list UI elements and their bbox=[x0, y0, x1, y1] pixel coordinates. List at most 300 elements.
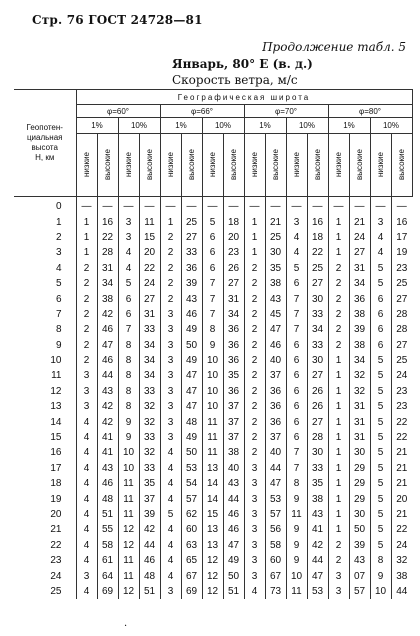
value-cell: 1 bbox=[244, 245, 265, 260]
table-row bbox=[14, 322, 412, 337]
value-cell: 41 bbox=[97, 430, 118, 445]
value-cell: 34 bbox=[97, 276, 118, 291]
value-cell: — bbox=[76, 197, 97, 215]
value-cell: 11 bbox=[139, 214, 160, 229]
value-cell: — bbox=[307, 197, 328, 215]
value-cell: 46 bbox=[97, 353, 118, 368]
value-cell: 1 bbox=[244, 214, 265, 229]
value-cell: 41 bbox=[97, 445, 118, 460]
value-cell: 1 bbox=[328, 430, 349, 445]
value-cell: 37 bbox=[223, 414, 244, 429]
bound-label-header: высокие bbox=[97, 134, 118, 197]
table-row bbox=[14, 568, 412, 583]
value-cell: 2 bbox=[244, 276, 265, 291]
value-cell: 4 bbox=[76, 430, 97, 445]
value-cell: 6 bbox=[286, 430, 307, 445]
table-row bbox=[14, 197, 412, 215]
value-cell: 3 bbox=[244, 538, 265, 553]
bound-label-header: высокие bbox=[307, 134, 328, 197]
value-cell: 34 bbox=[349, 276, 370, 291]
height-cell: 9 bbox=[55, 339, 62, 351]
table-continuation-label: Продолжение табл. 5 bbox=[262, 40, 406, 54]
value-cell: 1 bbox=[328, 507, 349, 522]
value-cell: 47 bbox=[223, 538, 244, 553]
height-cell: 6 bbox=[55, 293, 62, 305]
value-cell: 2 bbox=[160, 276, 181, 291]
value-cell: 2 bbox=[328, 553, 349, 568]
value-cell: 2 bbox=[244, 430, 265, 445]
value-cell: — bbox=[370, 197, 391, 215]
bound-label-header: высокие bbox=[139, 134, 160, 197]
value-cell: 42 bbox=[97, 399, 118, 414]
value-cell: 3 bbox=[328, 584, 349, 599]
value-cell: 34 bbox=[307, 322, 328, 337]
value-cell: 37 bbox=[139, 491, 160, 506]
value-cell: 38 bbox=[307, 491, 328, 506]
value-cell: 22 bbox=[307, 245, 328, 260]
value-cell: 9 bbox=[286, 491, 307, 506]
height-cell: 1 bbox=[55, 216, 62, 228]
value-cell: 11 bbox=[118, 568, 139, 583]
value-cell: 30 bbox=[349, 507, 370, 522]
value-cell: 13 bbox=[202, 461, 223, 476]
month-subtitle: Январь, 80° E (в. д.) bbox=[172, 57, 313, 71]
value-cell: 7 bbox=[202, 276, 223, 291]
value-cell: 2 bbox=[244, 414, 265, 429]
value-cell: 37 bbox=[223, 399, 244, 414]
value-cell: 4 bbox=[118, 261, 139, 276]
value-cell: 6 bbox=[202, 245, 223, 260]
percent-header: 1% bbox=[244, 118, 286, 134]
value-cell: 4 bbox=[160, 461, 181, 476]
table-row bbox=[14, 307, 412, 322]
value-cell: 4 bbox=[370, 245, 391, 260]
value-cell: 43 bbox=[265, 291, 286, 306]
value-cell: 20 bbox=[223, 230, 244, 245]
table-row bbox=[14, 261, 412, 276]
value-cell: 7 bbox=[286, 291, 307, 306]
value-cell: 25 bbox=[307, 261, 328, 276]
value-cell: 9 bbox=[286, 522, 307, 537]
value-cell: 4 bbox=[286, 245, 307, 260]
value-cell: 3 bbox=[118, 230, 139, 245]
value-cell: 36 bbox=[265, 384, 286, 399]
value-cell: 31 bbox=[97, 261, 118, 276]
value-cell: 1 bbox=[76, 230, 97, 245]
value-cell: 5 bbox=[286, 261, 307, 276]
value-cell: 2 bbox=[244, 384, 265, 399]
value-cell: 2 bbox=[244, 338, 265, 353]
value-cell: 3 bbox=[244, 553, 265, 568]
value-cell: 12 bbox=[202, 568, 223, 583]
value-cell: 9 bbox=[370, 568, 391, 583]
value-cell: 4 bbox=[160, 538, 181, 553]
value-cell: 22 bbox=[391, 522, 412, 537]
value-cell: 6 bbox=[202, 230, 223, 245]
value-cell: 2 bbox=[328, 338, 349, 353]
height-cell: 22 bbox=[50, 539, 62, 551]
value-cell: — bbox=[223, 197, 244, 215]
value-cell: 46 bbox=[181, 307, 202, 322]
value-cell: 2 bbox=[244, 291, 265, 306]
value-cell: 38 bbox=[97, 291, 118, 306]
value-cell: 12 bbox=[118, 538, 139, 553]
value-cell: 36 bbox=[181, 261, 202, 276]
value-cell: 16 bbox=[307, 214, 328, 229]
value-cell: 12 bbox=[118, 522, 139, 537]
table-row bbox=[14, 338, 412, 353]
value-cell: 5 bbox=[370, 538, 391, 553]
value-cell: 13 bbox=[202, 538, 223, 553]
value-cell: 34 bbox=[223, 307, 244, 322]
table-row bbox=[14, 522, 412, 537]
value-cell: 36 bbox=[349, 291, 370, 306]
value-cell: 1 bbox=[328, 445, 349, 460]
value-cell: 18 bbox=[223, 214, 244, 229]
value-cell: 29 bbox=[349, 461, 370, 476]
value-cell: 9 bbox=[286, 553, 307, 568]
value-cell: 4 bbox=[76, 445, 97, 460]
height-cell: 2 bbox=[55, 231, 62, 243]
value-cell: 15 bbox=[202, 507, 223, 522]
value-cell: 51 bbox=[97, 507, 118, 522]
value-cell: 23 bbox=[223, 245, 244, 260]
value-cell: 2 bbox=[244, 353, 265, 368]
value-cell: 33 bbox=[181, 245, 202, 260]
value-cell: 1 bbox=[328, 230, 349, 245]
height-cell: 18 bbox=[50, 478, 62, 490]
value-cell: 1 bbox=[76, 214, 97, 229]
value-cell: 27 bbox=[307, 414, 328, 429]
value-cell: 4 bbox=[76, 522, 97, 537]
value-cell: 73 bbox=[265, 584, 286, 599]
wind-speed-subtitle: Скорость ветра, м/с bbox=[172, 73, 298, 87]
value-cell: 5 bbox=[370, 399, 391, 414]
value-cell: 46 bbox=[265, 338, 286, 353]
value-cell: 43 bbox=[181, 291, 202, 306]
value-cell: 24 bbox=[139, 276, 160, 291]
value-cell: 10 bbox=[370, 584, 391, 599]
value-cell: 2 bbox=[76, 322, 97, 337]
height-cell: 14 bbox=[50, 416, 62, 428]
value-cell: 10 bbox=[286, 568, 307, 583]
value-cell: 47 bbox=[307, 568, 328, 583]
value-cell: 29 bbox=[349, 491, 370, 506]
value-cell: 36 bbox=[223, 322, 244, 337]
value-cell: 1 bbox=[160, 214, 181, 229]
table-row bbox=[14, 507, 412, 522]
table-row bbox=[14, 414, 412, 429]
value-cell: 44 bbox=[139, 538, 160, 553]
value-cell: 3 bbox=[160, 584, 181, 599]
value-cell: 8 bbox=[286, 476, 307, 491]
value-cell: 51 bbox=[223, 584, 244, 599]
value-cell: 4 bbox=[76, 414, 97, 429]
value-cell: 34 bbox=[139, 353, 160, 368]
value-cell: 39 bbox=[349, 538, 370, 553]
value-cell: 3 bbox=[286, 214, 307, 229]
value-cell: 26 bbox=[307, 384, 328, 399]
value-cell: 16 bbox=[391, 214, 412, 229]
value-cell: 14 bbox=[202, 491, 223, 506]
value-cell: 48 bbox=[97, 491, 118, 506]
table-row bbox=[14, 291, 412, 306]
percent-header: 1% bbox=[160, 118, 202, 134]
value-cell: 2 bbox=[244, 445, 265, 460]
value-cell: 31 bbox=[349, 261, 370, 276]
percent-header: 10% bbox=[286, 118, 328, 134]
value-cell: 8 bbox=[118, 338, 139, 353]
value-cell: 9 bbox=[286, 538, 307, 553]
value-cell: 53 bbox=[307, 584, 328, 599]
value-cell: 1 bbox=[328, 245, 349, 260]
bound-label-header: низкие bbox=[202, 134, 223, 197]
value-cell: 23 bbox=[391, 399, 412, 414]
value-cell: 42 bbox=[97, 307, 118, 322]
value-cell: 29 bbox=[349, 476, 370, 491]
height-cell: 7 bbox=[55, 308, 62, 320]
value-cell: 10 bbox=[202, 384, 223, 399]
value-cell: 4 bbox=[76, 538, 97, 553]
value-cell: 24 bbox=[349, 230, 370, 245]
value-cell: 41 bbox=[307, 522, 328, 537]
value-cell: 36 bbox=[223, 338, 244, 353]
percent-header: 1% bbox=[76, 118, 118, 134]
value-cell: 36 bbox=[223, 353, 244, 368]
value-cell: 12 bbox=[118, 584, 139, 599]
value-cell: 49 bbox=[181, 430, 202, 445]
value-cell: 44 bbox=[265, 461, 286, 476]
value-cell: 48 bbox=[139, 568, 160, 583]
value-cell: 22 bbox=[391, 414, 412, 429]
value-cell: 2 bbox=[76, 353, 97, 368]
value-cell: 33 bbox=[139, 430, 160, 445]
value-cell: 33 bbox=[307, 338, 328, 353]
value-cell: 38 bbox=[391, 568, 412, 583]
value-cell: 49 bbox=[223, 553, 244, 568]
value-cell: 11 bbox=[118, 507, 139, 522]
value-cell: 6 bbox=[370, 307, 391, 322]
value-cell: 11 bbox=[202, 430, 223, 445]
value-cell: 62 bbox=[181, 507, 202, 522]
value-cell: 3 bbox=[160, 384, 181, 399]
value-cell: 34 bbox=[349, 353, 370, 368]
value-cell: 6 bbox=[286, 368, 307, 383]
value-cell: 11 bbox=[286, 507, 307, 522]
value-cell: 5 bbox=[370, 461, 391, 476]
value-cell: 3 bbox=[76, 399, 97, 414]
value-cell: 23 bbox=[391, 384, 412, 399]
value-cell: 5 bbox=[370, 522, 391, 537]
value-cell: 33 bbox=[307, 307, 328, 322]
height-cell: 25 bbox=[50, 585, 62, 597]
value-cell: 3 bbox=[76, 568, 97, 583]
value-cell: 10 bbox=[118, 445, 139, 460]
value-cell: 61 bbox=[97, 553, 118, 568]
value-cell: 5 bbox=[370, 276, 391, 291]
value-cell: 43 bbox=[97, 461, 118, 476]
value-cell: 3 bbox=[76, 384, 97, 399]
value-cell: 37 bbox=[265, 430, 286, 445]
value-cell: 6 bbox=[286, 384, 307, 399]
value-cell: 5 bbox=[370, 384, 391, 399]
value-cell: 51 bbox=[139, 584, 160, 599]
value-cell: 3 bbox=[244, 461, 265, 476]
height-cell: 10 bbox=[50, 355, 62, 367]
table-row bbox=[14, 445, 412, 460]
value-cell: 2 bbox=[328, 322, 349, 337]
value-cell: 1 bbox=[328, 353, 349, 368]
value-cell: 47 bbox=[181, 368, 202, 383]
value-cell: 3 bbox=[328, 568, 349, 583]
value-cell: 2 bbox=[328, 261, 349, 276]
percent-header: 10% bbox=[118, 118, 160, 134]
value-cell: 6 bbox=[370, 338, 391, 353]
value-cell: 4 bbox=[76, 584, 97, 599]
percent-header: 10% bbox=[202, 118, 244, 134]
value-cell: 17 bbox=[391, 230, 412, 245]
value-cell: 46 bbox=[97, 322, 118, 337]
value-cell: 2 bbox=[328, 276, 349, 291]
table-row bbox=[14, 538, 412, 553]
value-cell: 50 bbox=[181, 338, 202, 353]
value-cell: 33 bbox=[139, 461, 160, 476]
value-cell: 9 bbox=[118, 414, 139, 429]
bound-label-header: низкие bbox=[160, 134, 181, 197]
value-cell: 64 bbox=[97, 568, 118, 583]
value-cell: 50 bbox=[349, 522, 370, 537]
value-cell: 10 bbox=[118, 461, 139, 476]
value-cell: 19 bbox=[391, 245, 412, 260]
value-cell: 38 bbox=[349, 307, 370, 322]
value-cell: 3 bbox=[244, 491, 265, 506]
value-cell: 25 bbox=[265, 230, 286, 245]
value-cell: 8 bbox=[118, 368, 139, 383]
value-cell: 31 bbox=[223, 291, 244, 306]
percent-header: 1% bbox=[328, 118, 370, 134]
height-cell: 13 bbox=[50, 401, 62, 413]
latitude-header: φ=60° bbox=[76, 105, 160, 118]
value-cell: 24 bbox=[391, 538, 412, 553]
latitude-header: φ=80° bbox=[328, 105, 412, 118]
value-cell: 5 bbox=[370, 507, 391, 522]
value-cell: 25 bbox=[391, 353, 412, 368]
value-cell: 49 bbox=[181, 353, 202, 368]
value-cell: 35 bbox=[223, 368, 244, 383]
value-cell: 6 bbox=[370, 322, 391, 337]
value-cell: 39 bbox=[349, 322, 370, 337]
value-cell: 22 bbox=[97, 230, 118, 245]
value-cell: 36 bbox=[265, 414, 286, 429]
value-cell: 67 bbox=[181, 568, 202, 583]
value-cell: — bbox=[202, 197, 223, 215]
value-cell: 15 bbox=[139, 230, 160, 245]
value-cell: 3 bbox=[160, 414, 181, 429]
value-cell: 39 bbox=[181, 276, 202, 291]
value-cell: 1 bbox=[328, 214, 349, 229]
value-cell: 27 bbox=[307, 368, 328, 383]
page-header: Стр. 76 ГОСТ 24728—81 bbox=[32, 13, 203, 27]
value-cell: 21 bbox=[265, 214, 286, 229]
percent-header: 10% bbox=[370, 118, 412, 134]
value-cell: 1 bbox=[328, 461, 349, 476]
value-cell: 37 bbox=[265, 368, 286, 383]
table-row bbox=[14, 353, 412, 368]
value-cell: 2 bbox=[328, 291, 349, 306]
value-cell: 60 bbox=[181, 522, 202, 537]
value-cell: 1 bbox=[328, 414, 349, 429]
height-cell: 0 bbox=[55, 201, 62, 213]
height-cell: 8 bbox=[55, 324, 62, 336]
value-cell: 7 bbox=[286, 322, 307, 337]
value-cell: 21 bbox=[391, 476, 412, 491]
value-cell: 32 bbox=[139, 399, 160, 414]
value-cell: 46 bbox=[223, 522, 244, 537]
value-cell: 31 bbox=[349, 414, 370, 429]
value-cell: 3 bbox=[160, 307, 181, 322]
value-cell: — bbox=[118, 197, 139, 215]
value-cell: 9 bbox=[118, 430, 139, 445]
value-cell: 43 bbox=[223, 476, 244, 491]
table-row bbox=[14, 399, 412, 414]
value-cell: 44 bbox=[97, 368, 118, 383]
value-cell: 58 bbox=[265, 538, 286, 553]
value-cell: 3 bbox=[160, 430, 181, 445]
value-cell: 2 bbox=[244, 307, 265, 322]
value-cell: — bbox=[265, 197, 286, 215]
bound-label-header: высокие bbox=[391, 134, 412, 197]
value-cell: 32 bbox=[349, 368, 370, 383]
value-cell: 5 bbox=[160, 507, 181, 522]
table-row bbox=[14, 368, 412, 383]
value-cell: 4 bbox=[76, 553, 97, 568]
value-cell: 49 bbox=[181, 322, 202, 337]
value-cell: 50 bbox=[181, 445, 202, 460]
value-cell: — bbox=[181, 197, 202, 215]
value-cell: 1 bbox=[328, 368, 349, 383]
value-cell: 56 bbox=[265, 522, 286, 537]
value-cell: 07 bbox=[349, 568, 370, 583]
value-cell: 10 bbox=[202, 368, 223, 383]
value-cell: 54 bbox=[181, 476, 202, 491]
height-cell: 17 bbox=[50, 462, 62, 474]
value-cell: 24 bbox=[391, 368, 412, 383]
value-cell: 35 bbox=[139, 476, 160, 491]
value-cell: 1 bbox=[328, 491, 349, 506]
value-cell: 53 bbox=[181, 461, 202, 476]
value-cell: — bbox=[286, 197, 307, 215]
value-cell: 8 bbox=[202, 322, 223, 337]
value-cell: 4 bbox=[76, 491, 97, 506]
value-cell: 5 bbox=[370, 261, 391, 276]
value-cell: 8 bbox=[118, 399, 139, 414]
value-cell: 5 bbox=[370, 414, 391, 429]
value-cell: 7 bbox=[202, 291, 223, 306]
value-cell: — bbox=[328, 197, 349, 215]
value-cell: 5 bbox=[370, 353, 391, 368]
value-cell: 4 bbox=[244, 584, 265, 599]
bound-label-header: низкие bbox=[328, 134, 349, 197]
value-cell: 2 bbox=[244, 261, 265, 276]
value-cell: 11 bbox=[202, 445, 223, 460]
value-cell: 35 bbox=[307, 476, 328, 491]
value-cell: 25 bbox=[181, 214, 202, 229]
bound-label-header: высокие bbox=[181, 134, 202, 197]
value-cell: 37 bbox=[223, 430, 244, 445]
bound-label-header: низкие bbox=[370, 134, 391, 197]
value-cell: 2 bbox=[244, 368, 265, 383]
value-cell: 4 bbox=[370, 230, 391, 245]
